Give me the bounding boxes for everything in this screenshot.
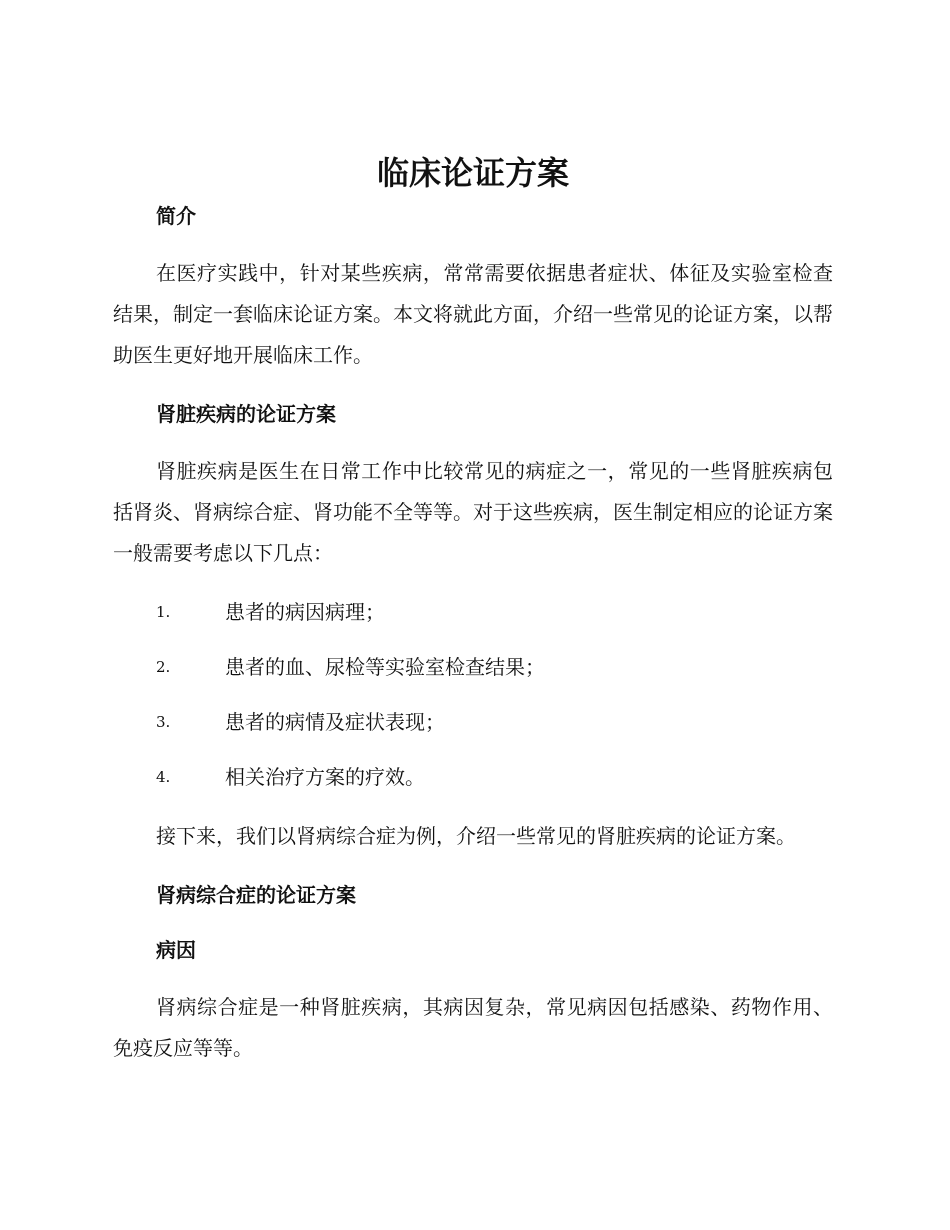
list-text: 相关治疗方案的疗效。	[225, 765, 425, 789]
list-text: 患者的病情及症状表现；	[225, 710, 445, 734]
paragraph-next: 接下来，我们以肾病综合症为例，介绍一些常见的肾脏疾病的论证方案。	[156, 824, 796, 848]
heading-nephrotic-syndrome: 肾病综合症的论证方案	[156, 883, 356, 907]
list-item	[113, 761, 833, 816]
list-item	[113, 596, 833, 651]
list-text: 患者的血、尿检等实验室检查结果；	[225, 655, 545, 679]
spacer	[113, 430, 833, 451]
list-text: 患者的病因病理；	[225, 600, 385, 624]
list-item	[113, 651, 833, 706]
document-body	[113, 148, 833, 1069]
document-title: 临床论证方案	[376, 154, 569, 192]
considerations-list	[113, 596, 833, 816]
heading-cause: 病因	[156, 938, 196, 962]
spacer	[113, 574, 833, 596]
heading-intro: 简介	[156, 204, 196, 228]
paragraph-intro: 在医疗实践中，针对某些疾病，常常需要依据患者症状、体征及实验室检查结果，制定一套临床论证方案。本文将就此方面，介绍一些常见的论证方案，以帮助医生更好地开展临床工作。	[113, 261, 833, 367]
list-number: 2.	[156, 658, 171, 676]
spacer	[113, 966, 833, 987]
list-number: 4.	[156, 768, 171, 786]
spacer	[113, 376, 833, 398]
list-item	[113, 706, 833, 761]
paragraph-cause: 肾病综合症是一种肾脏疾病，其病因复杂，常见病因包括感染、药物作用、免疫反应等等。	[113, 995, 833, 1060]
paragraph-kidney-disease: 肾脏疾病是医生在日常工作中比较常见的病症之一，常见的一些肾脏疾病包括肾炎、肾病综合症、肾功能不全等等。对于这些疾病，医生制定相应的论证方案一般需要考虑以下几点：	[113, 459, 833, 565]
list-number: 1.	[156, 603, 171, 621]
spacer	[113, 232, 833, 253]
heading-kidney-disease: 肾脏疾病的论证方案	[156, 402, 336, 426]
spacer	[113, 857, 833, 879]
list-number: 3.	[156, 713, 171, 731]
spacer	[113, 911, 833, 934]
